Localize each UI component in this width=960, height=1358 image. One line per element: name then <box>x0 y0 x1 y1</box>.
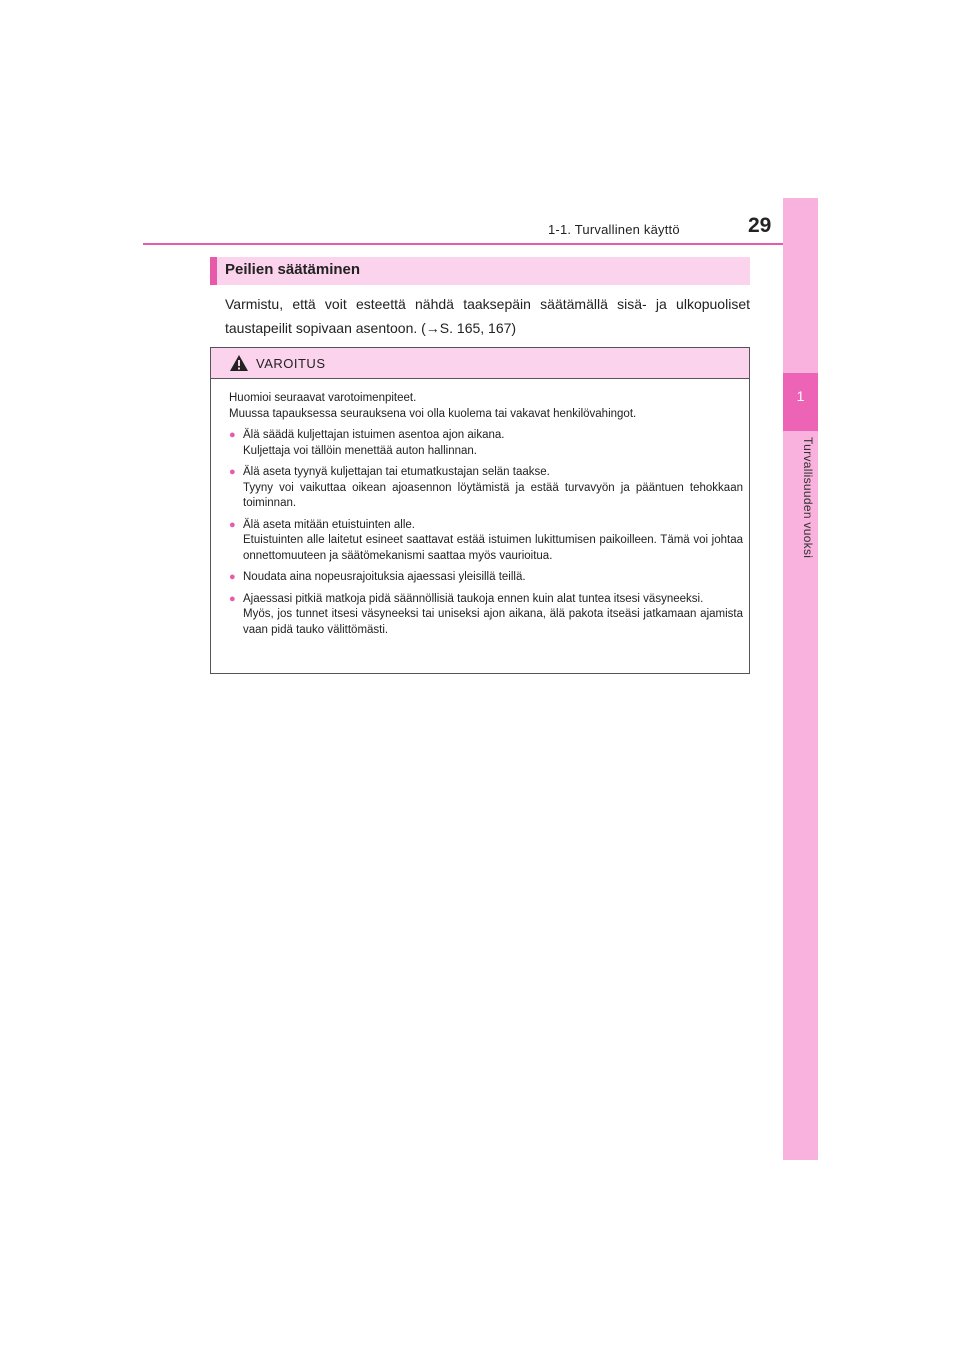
warning-body <box>229 391 743 644</box>
warning-item-line1: Älä aseta mitään etuistuinten alle. <box>243 518 415 531</box>
running-header: 1-1. Turvallinen käyttö <box>548 222 680 237</box>
warning-item-line1: Älä aseta tyynyä kuljettajan tai etumatkustajan selän taakse. <box>243 466 550 478</box>
chapter-side-tab <box>783 198 818 1160</box>
bullet-icon: ● <box>229 466 236 478</box>
warning-item-line1: Älä säädä kuljettajan istuimen asentoa ajon aikana. <box>243 429 505 441</box>
section-title: Peilien säätäminen <box>225 261 361 278</box>
warning-intro-line2: Muussa tapauksessa seurauksena voi olla kuolema tai vakavat henkilövahingot. <box>229 407 637 420</box>
warning-list-item <box>229 465 743 512</box>
page-number: 29 <box>748 214 772 237</box>
warning-item-line2: Etuistuinten alle laitetut esineet saattavat estää istuimen lukittumisen paikoilleen. Tämä voi johtaa onnettomuuteen ja säätömekanismi saattaa myös vaurioitua. <box>243 534 743 562</box>
warning-list-item <box>229 592 743 639</box>
warning-item-line2: Kuljettaja voi tällöin menettää auton hallinnan. <box>243 444 477 457</box>
warning-list-item <box>229 428 743 459</box>
warning-box <box>210 347 750 674</box>
bullet-icon: ● <box>229 518 236 531</box>
warning-triangle-icon <box>229 354 249 372</box>
warning-item-line2: Tyyny voi vaikuttaa oikean ajoasennon löytämistä ja estää turvavyön ja pääntuen tehokkaan toiminnan. <box>243 481 743 509</box>
warning-intro-line1: Huomioi seuraavat varotoimenpiteet. <box>229 392 417 404</box>
section-header <box>210 257 750 285</box>
warning-list-item <box>229 570 743 586</box>
warning-list-item <box>229 518 743 565</box>
warning-item-line1: Ajaessasi pitkiä matkoja pidä säännöllisiä taukoja ennen kuin alat tuntea itsesi väsyneeksi. <box>243 592 704 605</box>
bullet-icon: ● <box>229 571 236 583</box>
bullet-icon: ● <box>229 592 236 605</box>
bullet-icon: ● <box>229 429 236 441</box>
warning-header <box>211 348 749 379</box>
chapter-number: 1 <box>796 388 805 404</box>
warning-title: VAROITUS <box>256 356 326 371</box>
chapter-label: Turvallisuuden vuoksi <box>801 437 815 559</box>
header-rule <box>143 243 817 245</box>
warning-item-line2: Myös, jos tunnet itsesi väsyneeksi tai uniseksi ajon aikana, älä pakota itseäsi jatkamaan ajamista vaan pidä tauko välittömästi. <box>243 608 743 636</box>
warning-item-line1: Noudata aina nopeusrajoituksia ajaessasi yleisillä teillä. <box>243 571 526 583</box>
section-body-text: Varmistu, että voit esteettä nähdä taaksepäin säätämällä sisä- ja ulkopuoliset taustapeilit sopivaan asentoon. (→S. 165, 167) <box>225 296 750 336</box>
section-header-bar <box>210 257 217 285</box>
